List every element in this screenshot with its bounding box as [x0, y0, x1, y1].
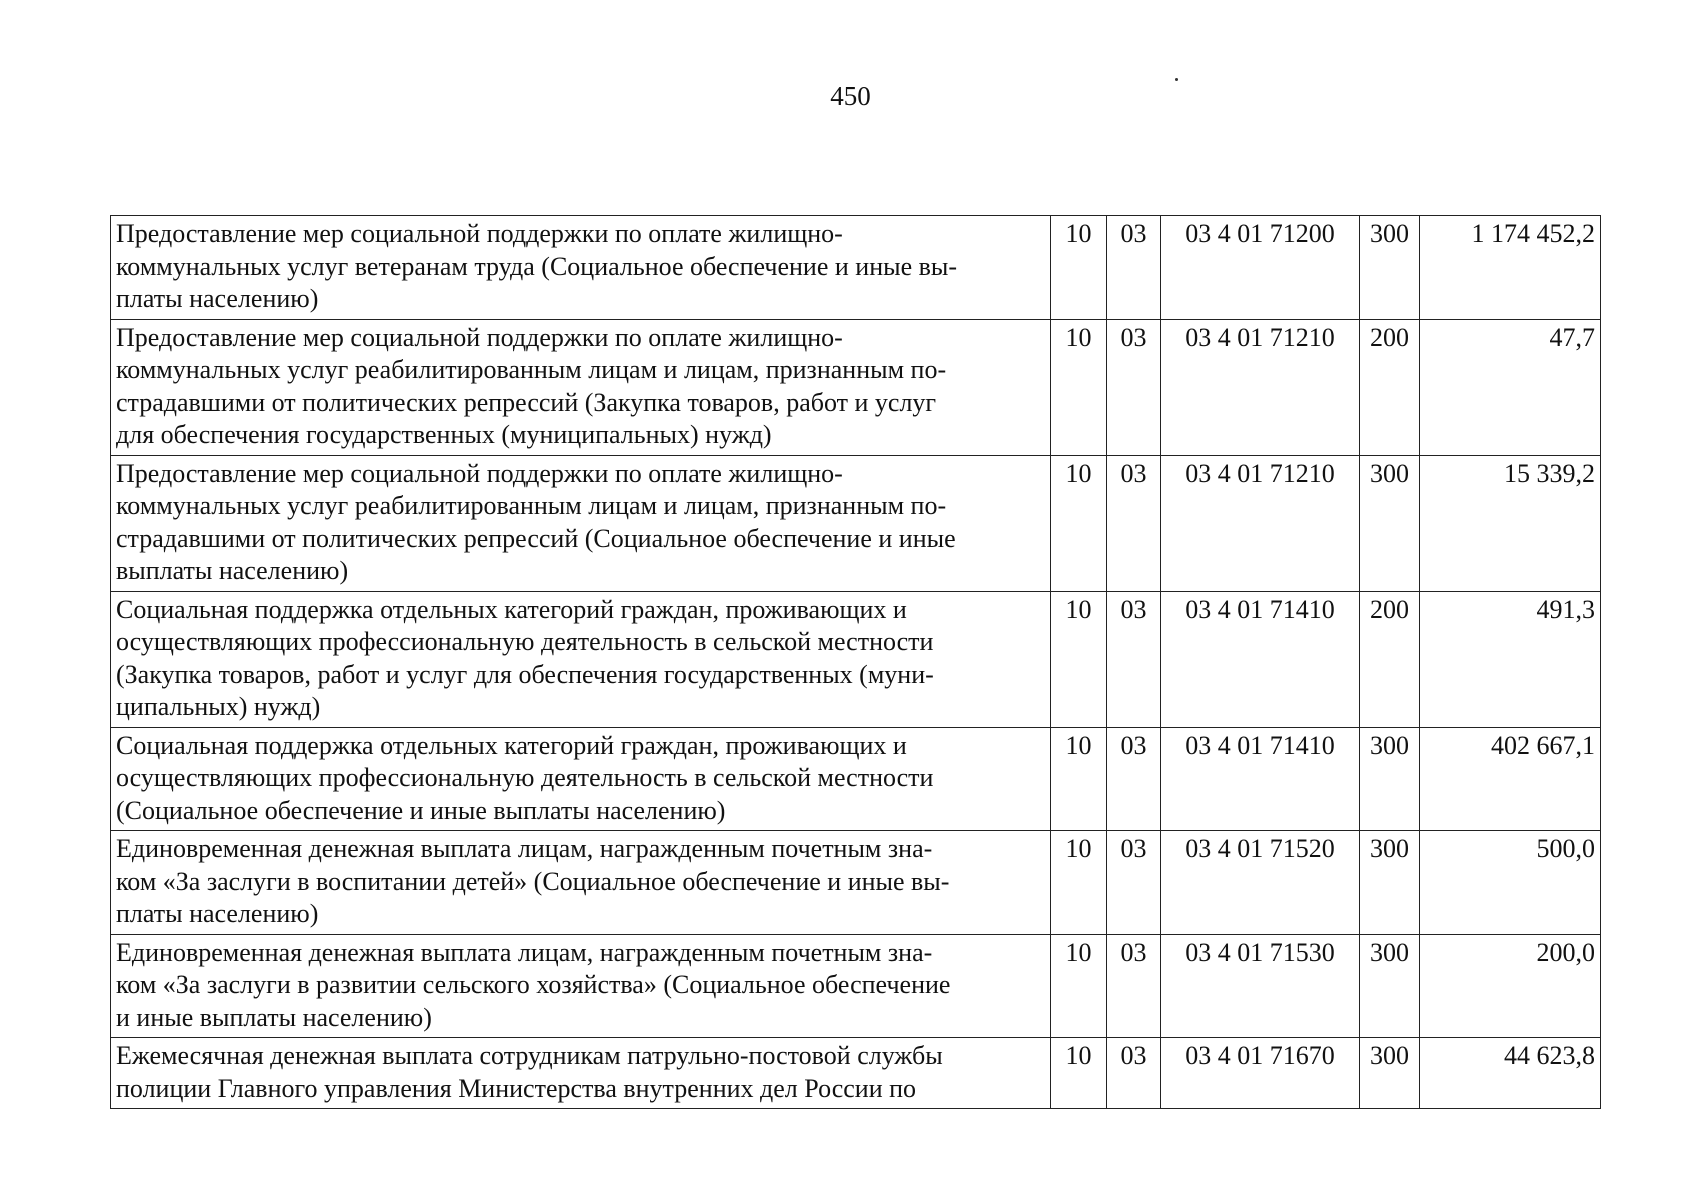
table-row — [111, 934, 1601, 1038]
expense-name-cell — [111, 727, 1051, 831]
expense-name-cell — [111, 1038, 1051, 1109]
amount-cell: 1 174 452,2 — [1420, 216, 1601, 320]
amount-cell: 200,0 — [1420, 934, 1601, 1038]
expense-name-line: Ежемесячная денежная выплата сотрудникам патрульно-постовой службы — [116, 1041, 943, 1070]
target-article-cell: 03 4 01 71670 — [1161, 1038, 1360, 1109]
expense-name-line: выплаты населению) — [116, 556, 349, 585]
expense-name-line: платы населению) — [116, 284, 319, 313]
table-body — [111, 216, 1601, 1109]
subsection-code-cell: 03 — [1107, 831, 1161, 935]
expense-name-line: осуществляющих профессиональную деятельность в сельской местности — [116, 627, 934, 656]
table-row — [111, 727, 1601, 831]
subsection-code-cell: 03 — [1107, 319, 1161, 455]
subsection-code-cell: 03 — [1107, 1038, 1161, 1109]
target-article-cell: 03 4 01 71210 — [1161, 319, 1360, 455]
section-code-cell: 10 — [1051, 831, 1107, 935]
expense-type-cell: 200 — [1360, 319, 1420, 455]
expense-type-cell: 300 — [1360, 1038, 1420, 1109]
expense-name-line: ком «За заслуги в воспитании детей» (Социальное обеспечение и иные вы- — [116, 866, 950, 896]
expense-type-cell: 300 — [1360, 216, 1420, 320]
amount-cell: 500,0 — [1420, 831, 1601, 935]
subsection-code-cell: 03 — [1107, 216, 1161, 320]
expense-name-line: страдавшими от политических репрессий (Социальное обеспечение и иные — [116, 523, 956, 553]
section-code-cell: 10 — [1051, 591, 1107, 727]
expense-name-cell — [111, 319, 1051, 455]
expense-name-line: (Закупка товаров, работ и услуг для обеспечения государственных (муни- — [116, 659, 934, 689]
expense-name-line: коммунальных услуг реабилитированным лицам и лицам, признанным по- — [116, 491, 947, 520]
amount-cell: 402 667,1 — [1420, 727, 1601, 831]
expense-name-line: полиции Главного управления Министерства внутренних дел России по — [116, 1073, 917, 1103]
table-row — [111, 591, 1601, 727]
expense-name-line: ком «За заслуги в развитии сельского хозяйства» (Социальное обеспечение — [116, 970, 951, 999]
target-article-cell: 03 4 01 71520 — [1161, 831, 1360, 935]
table-row — [111, 455, 1601, 591]
expense-name-line: Социальная поддержка отдельных категорий граждан, проживающих и — [116, 730, 907, 760]
expense-name-line: ципальных) нужд) — [116, 692, 321, 721]
expense-name-line: Предоставление мер социальной поддержки по оплате жилищно- — [116, 322, 843, 352]
expense-name-line: и иные выплаты населению) — [116, 1002, 432, 1032]
subsection-code-cell: 03 — [1107, 727, 1161, 831]
expense-type-cell: 300 — [1360, 455, 1420, 591]
expense-name-line: Социальная поддержка отдельных категорий граждан, проживающих и — [116, 594, 907, 624]
expense-name-cell — [111, 831, 1051, 935]
expense-name-cell — [111, 591, 1051, 727]
amount-cell: 44 623,8 — [1420, 1038, 1601, 1109]
expense-type-cell: 300 — [1360, 934, 1420, 1038]
budget-table — [110, 215, 1601, 1109]
expense-type-cell: 200 — [1360, 591, 1420, 727]
target-article-cell: 03 4 01 71410 — [1161, 591, 1360, 727]
page-number: 450 — [830, 81, 871, 111]
table-row — [111, 319, 1601, 455]
table-row — [111, 1038, 1601, 1109]
amount-cell: 491,3 — [1420, 591, 1601, 727]
expense-name-line: осуществляющих профессиональную деятельность в сельской местности — [116, 763, 934, 792]
table-row — [111, 216, 1601, 320]
target-article-cell: 03 4 01 71530 — [1161, 934, 1360, 1038]
section-code-cell: 10 — [1051, 934, 1107, 1038]
expense-name-line: Предоставление мер социальной поддержки по оплате жилищно- — [116, 219, 843, 248]
expense-name-line: (Социальное обеспечение и иные выплаты населению) — [116, 795, 726, 825]
expense-name-cell — [111, 455, 1051, 591]
expense-name-line: платы населению) — [116, 899, 319, 928]
target-article-cell: 03 4 01 71410 — [1161, 727, 1360, 831]
section-code-cell: 10 — [1051, 1038, 1107, 1109]
table-row — [111, 831, 1601, 935]
scan-speck — [1175, 78, 1178, 81]
expense-name-line: Единовременная денежная выплата лицам, награжденным почетным зна- — [116, 937, 933, 967]
amount-cell: 47,7 — [1420, 319, 1601, 455]
subsection-code-cell: 03 — [1107, 934, 1161, 1038]
target-article-cell: 03 4 01 71200 — [1161, 216, 1360, 320]
expense-name-line: Предоставление мер социальной поддержки по оплате жилищно- — [116, 458, 843, 488]
subsection-code-cell: 03 — [1107, 455, 1161, 591]
expense-name-line: коммунальных услуг реабилитированным лицам и лицам, признанным по- — [116, 355, 947, 384]
expense-name-line: Единовременная денежная выплата лицам, награжденным почетным зна- — [116, 834, 933, 863]
expense-type-cell: 300 — [1360, 727, 1420, 831]
expense-name-line: коммунальных услуг ветеранам труда (Социальное обеспечение и иные вы- — [116, 251, 958, 281]
section-code-cell: 10 — [1051, 727, 1107, 831]
expense-name-cell — [111, 216, 1051, 320]
target-article-cell: 03 4 01 71210 — [1161, 455, 1360, 591]
section-code-cell: 10 — [1051, 319, 1107, 455]
expense-name-line: страдавшими от политических репрессий (Закупка товаров, работ и услуг — [116, 387, 937, 417]
expense-type-cell: 300 — [1360, 831, 1420, 935]
section-code-cell: 10 — [1051, 216, 1107, 320]
amount-cell: 15 339,2 — [1420, 455, 1601, 591]
expense-name-cell — [111, 934, 1051, 1038]
section-code-cell: 10 — [1051, 455, 1107, 591]
subsection-code-cell: 03 — [1107, 591, 1161, 727]
expense-name-line: для обеспечения государственных (муниципальных) нужд) — [116, 420, 772, 449]
